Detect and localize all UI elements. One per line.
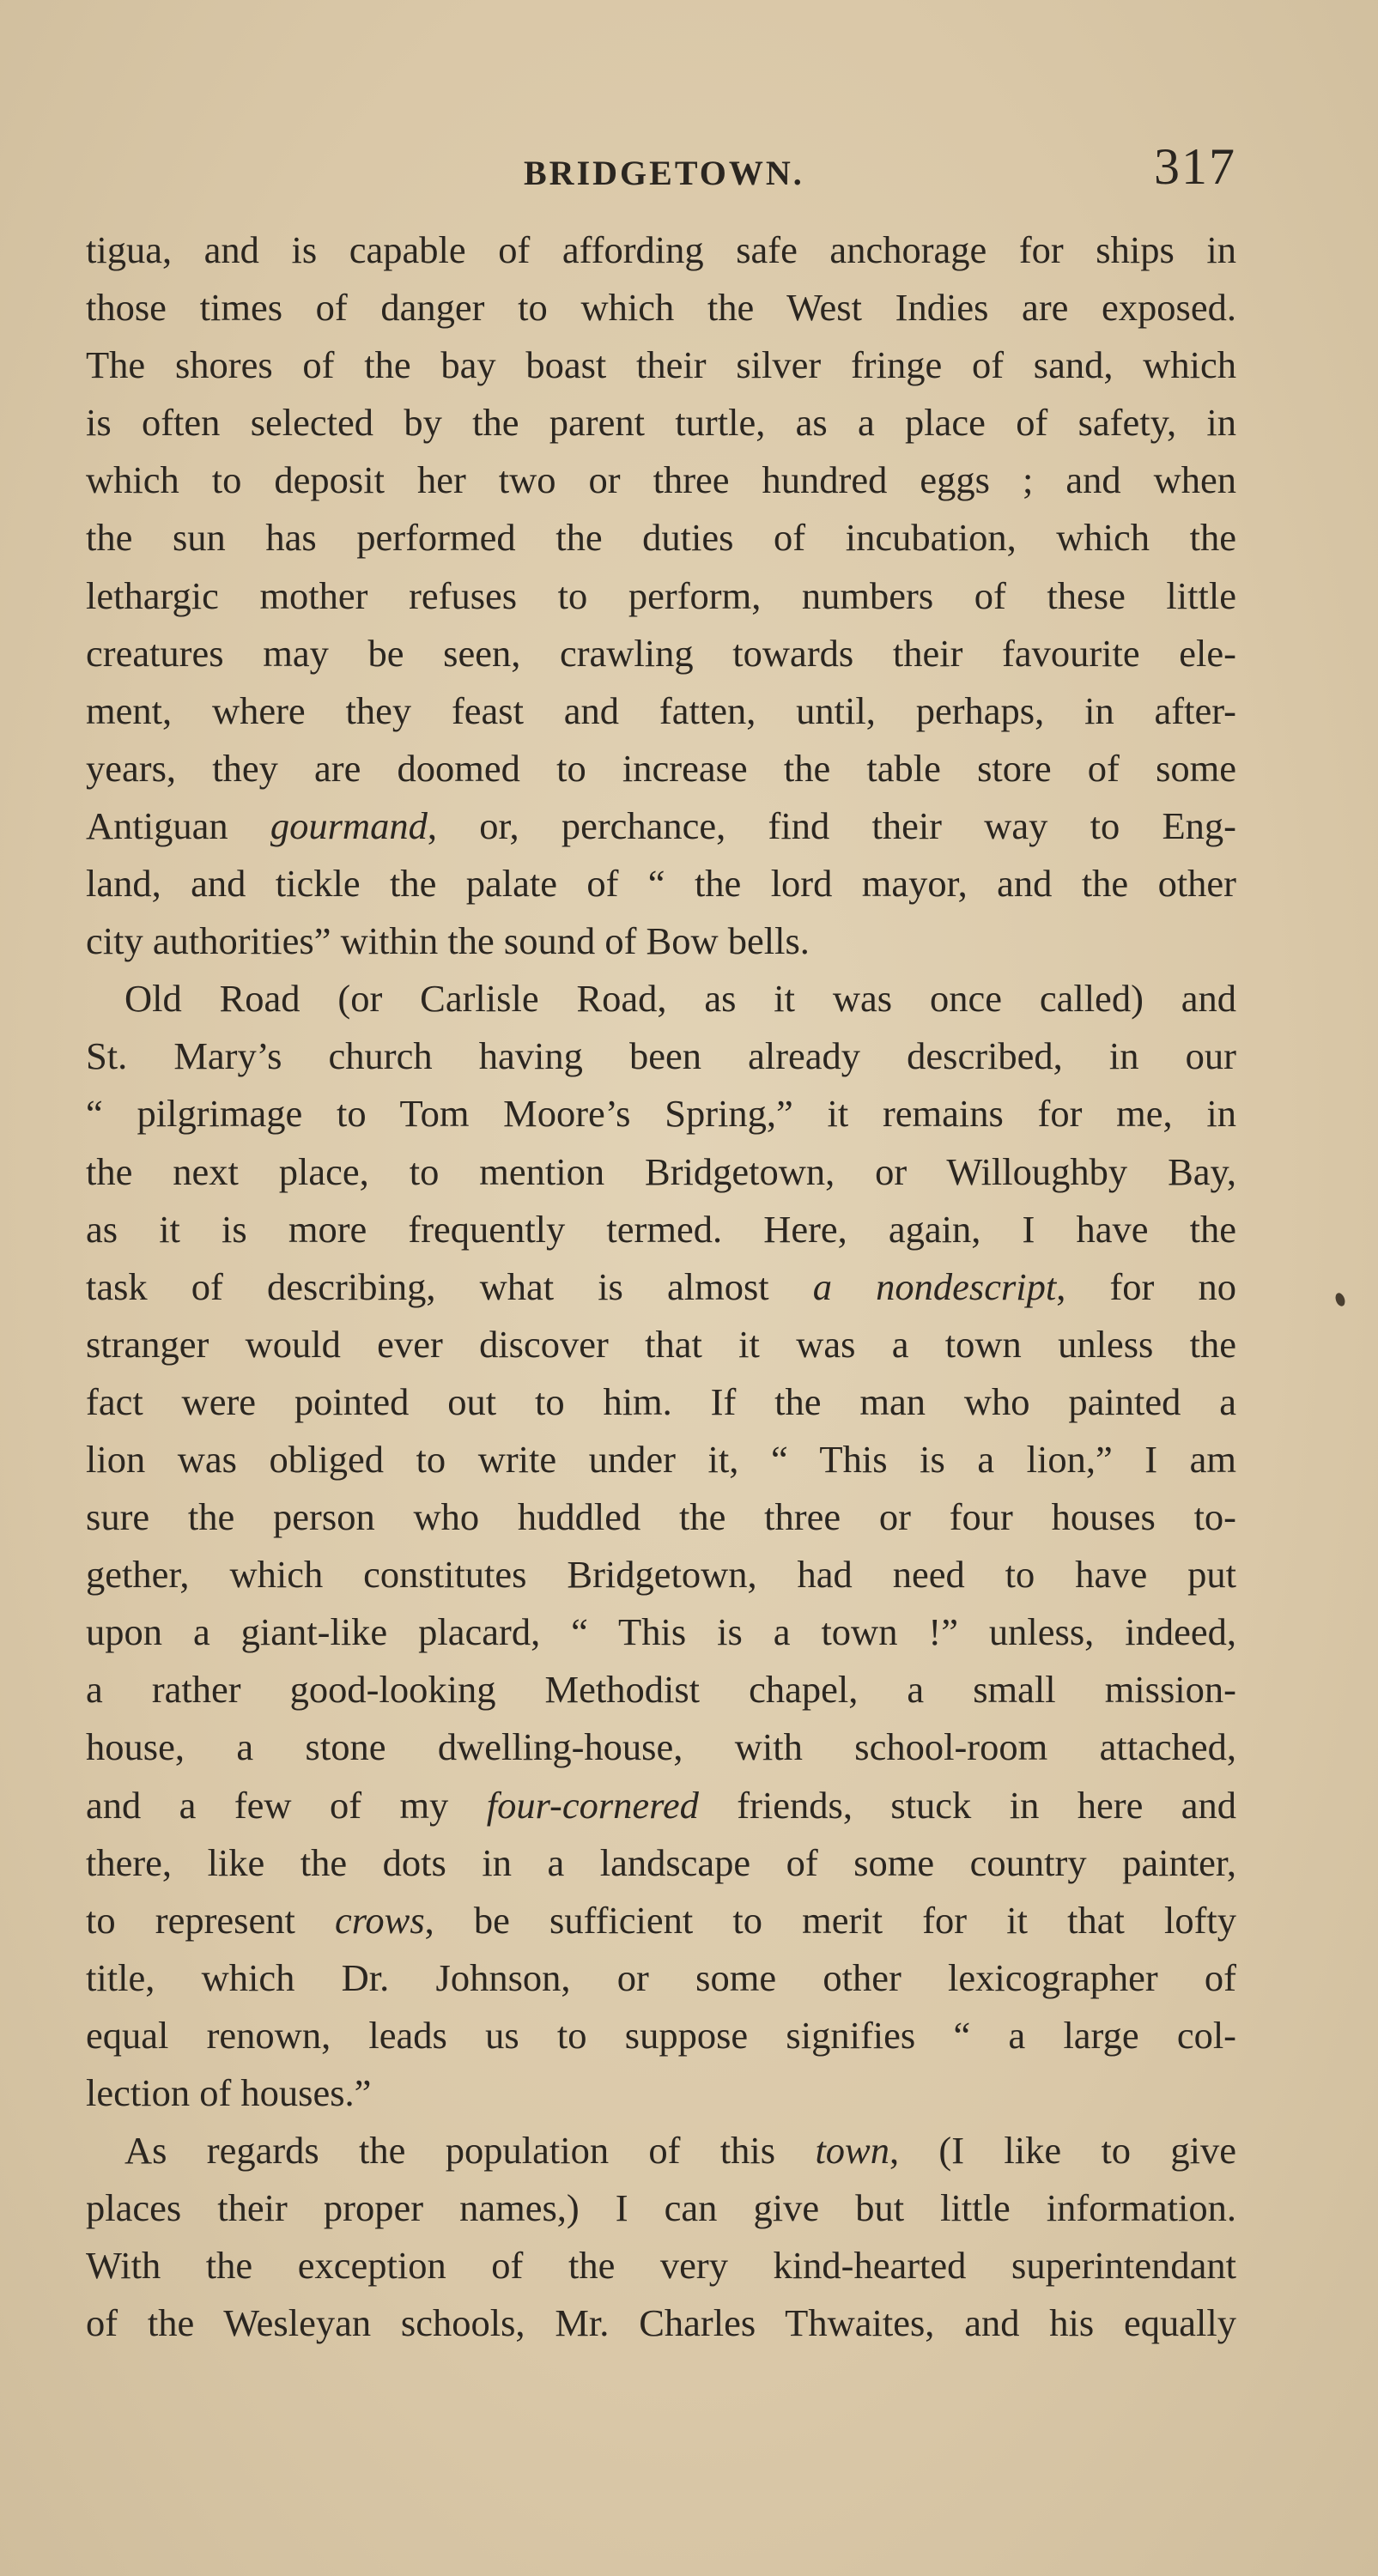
text-line: ment, where they feast and fatten, until, perhaps, in after- (86, 688, 1236, 732)
text-line (86, 1777, 1236, 1834)
ink-spot (1334, 1292, 1347, 1307)
text-run: , for no (1056, 1264, 1236, 1308)
text-run: to represent (86, 1898, 335, 1942)
text-run: and a few of my (86, 1783, 487, 1827)
text-line: lection of houses.” (86, 2071, 372, 2114)
text-line (86, 797, 1236, 855)
text-line: Old Road (or Carlisle Road, as it was once called) and (124, 977, 1236, 1021)
text-line: the next place, to mention Bridgetown, or Willoughby Bay, (86, 1149, 1236, 1193)
text-line: of the Wesleyan schools, Mr. Charles Thwaites, and his equally (86, 2301, 1236, 2345)
text-run: , or, perchance, find their way to Eng- (427, 803, 1236, 847)
text-line: equal renown, leads us to suppose signifies “ a large col- (86, 2013, 1236, 2057)
text-line: lion was obliged to write under it, “ This is a lion,” I am (86, 1437, 1236, 1481)
running-head-title: BRIDGETOWN. (524, 154, 804, 192)
text-line: upon a giant-like placard, “ This is a town !” unless, indeed, (86, 1610, 1236, 1654)
text-line: fact were pointed out to him. If the man who painted a (86, 1379, 1236, 1423)
text-line (86, 1258, 1236, 1316)
text-run: , be sufficient to merit for it that lofty (424, 1898, 1236, 1942)
text-line: title, which Dr. Johnson, or some other lexicographer of (86, 1955, 1236, 1999)
text-line: The shores of the bay boast their silver fringe of sand, which (86, 343, 1236, 387)
italic-text: a nondescript (812, 1264, 1057, 1308)
text-run: task of describing, what is almost (86, 1264, 813, 1308)
running-head (86, 137, 1236, 197)
text-line: is often selected by the parent turtle, as a place of safety, in (86, 401, 1236, 445)
italic-text: town (815, 2129, 889, 2173)
text-run: Antiguan (86, 803, 270, 847)
text-line: the sun has performed the duties of incubation, which the (86, 516, 1236, 560)
text-line: land, and tickle the palate of “ the lord mayor, and the other (86, 862, 1236, 906)
text-line: house, a stone dwelling-house, with school-room attached, (86, 1725, 1236, 1769)
text-line: places their proper names,) I can give but little information. (86, 2186, 1236, 2230)
text-line: years, they are doomed to increase the table store of some (86, 746, 1236, 790)
text-run: As regards the population of this (124, 2129, 816, 2173)
italic-text: gourmand (270, 803, 428, 847)
text-line: creatures may be seen, crawling towards their favourite ele- (86, 631, 1236, 675)
italic-text: four-cornered (486, 1783, 699, 1827)
text-line: With the exception of the very kind-hearted superintendant (86, 2244, 1236, 2288)
text-line (86, 2122, 1236, 2179)
text-line: which to deposit her two or three hundred eggs ; and when (86, 458, 1236, 502)
page-number: 317 (1154, 138, 1236, 195)
text-line: “ pilgrimage to Tom Moore’s Spring,” it remains for me, in (86, 1092, 1236, 1136)
text-line: as it is more frequently termed. Here, again, I have the (86, 1207, 1236, 1251)
text-line: there, like the dots in a landscape of some country painter, (86, 1840, 1236, 1884)
text-line: a rather good-looking Methodist chapel, a small mission- (86, 1668, 1236, 1712)
body-text (86, 221, 1236, 2352)
text-line: stranger would ever discover that it was a town unless the (86, 1322, 1236, 1366)
text-line: gether, which constitutes Bridgetown, had need to have put (86, 1553, 1236, 1597)
text-line: St. Mary’s church having been already described, in our (86, 1034, 1236, 1078)
text-line: tigua, and is capable of affording safe anchorage for ships in (86, 228, 1236, 271)
text-line (86, 1892, 1236, 1949)
text-run: , (I like to give (889, 2129, 1236, 2173)
text-run: friends, stuck in here and (698, 1783, 1236, 1827)
text-line: sure the person who huddled the three or four houses to- (86, 1495, 1236, 1539)
text-line: city authorities” within the sound of Bow bells. (86, 919, 810, 963)
text-line: lethargic mother refuses to perform, numbers of these little (86, 573, 1236, 617)
text-line: those times of danger to which the West Indies are exposed. (86, 286, 1236, 330)
italic-text: crows (334, 1898, 425, 1942)
